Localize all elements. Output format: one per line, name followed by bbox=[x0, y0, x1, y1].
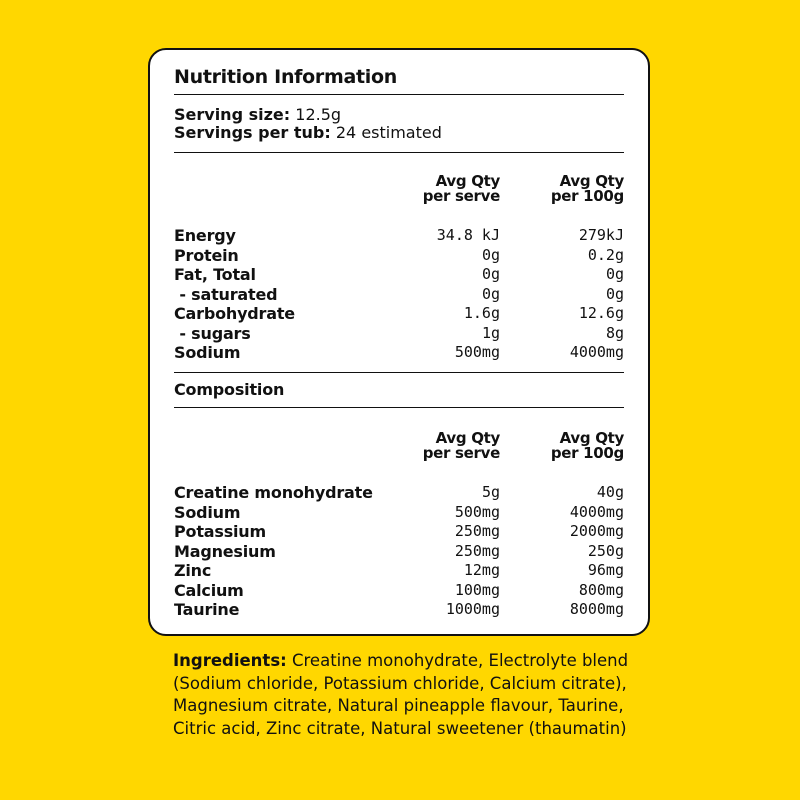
col-head-line: per serve bbox=[422, 444, 500, 462]
table-row bbox=[174, 542, 624, 562]
table-row bbox=[174, 343, 624, 363]
col-head-line: per 100g bbox=[550, 444, 624, 462]
table-row bbox=[174, 304, 624, 324]
servings-per-tub bbox=[174, 124, 442, 142]
nutrition-rows bbox=[174, 226, 624, 363]
nutrition-panel bbox=[148, 48, 650, 636]
row-value-per-100g: 2000mg bbox=[569, 522, 624, 540]
row-label: Carbohydrate bbox=[174, 304, 295, 323]
serving-size bbox=[174, 106, 442, 124]
row-value-per-100g: 96mg bbox=[587, 561, 624, 579]
row-label: Protein bbox=[174, 245, 239, 265]
table-row bbox=[174, 581, 624, 601]
table-row bbox=[174, 561, 624, 581]
col-head-line: Avg Qty bbox=[559, 429, 624, 447]
col-head-per-100g bbox=[494, 431, 624, 461]
col-head-per-100g bbox=[494, 174, 624, 204]
col-head-line: Avg Qty bbox=[559, 172, 624, 190]
row-value-per-100g: 0g bbox=[605, 265, 624, 283]
row-value-per-serve: 34.8 kJ bbox=[436, 226, 500, 244]
row-value-per-serve: 0g bbox=[481, 265, 500, 283]
row-value-per-100g: 0g bbox=[605, 284, 624, 303]
row-value-per-serve: 12mg bbox=[463, 561, 500, 579]
servings-value: 24 estimated bbox=[335, 123, 442, 142]
row-value-per-serve: 5g bbox=[481, 483, 500, 501]
row-label: Sodium bbox=[174, 343, 241, 362]
row-value-per-serve: 250mg bbox=[454, 522, 500, 540]
col-head-line: per 100g bbox=[550, 187, 624, 205]
table-row bbox=[174, 600, 624, 620]
divider bbox=[174, 372, 624, 373]
composition-rows bbox=[174, 483, 624, 620]
row-value-per-serve: 1g bbox=[481, 323, 500, 342]
row-label: Creatine monohydrate bbox=[174, 483, 373, 502]
table-row bbox=[174, 503, 624, 523]
row-label: Fat, Total bbox=[174, 265, 256, 284]
row-label: Taurine bbox=[174, 600, 240, 619]
row-value-per-100g: 4000mg bbox=[569, 343, 624, 361]
row-label: - sugars bbox=[174, 323, 251, 343]
table-row bbox=[174, 324, 624, 344]
row-value-per-serve: 1.6g bbox=[463, 304, 500, 322]
composition-title: Composition bbox=[174, 380, 285, 399]
table-row bbox=[174, 483, 624, 503]
row-value-per-100g: 8000mg bbox=[569, 600, 624, 618]
panel-title: Nutrition Information bbox=[174, 66, 397, 88]
table-row bbox=[174, 522, 624, 542]
col-head-line: per serve bbox=[422, 187, 500, 205]
row-value-per-serve: 100mg bbox=[454, 580, 500, 599]
row-value-per-serve: 500mg bbox=[454, 343, 500, 361]
row-value-per-serve: 500mg bbox=[454, 502, 500, 521]
table-row bbox=[174, 265, 624, 285]
row-value-per-serve: 0g bbox=[481, 245, 500, 264]
row-value-per-serve: 0g bbox=[481, 284, 500, 303]
col-head-per-serve bbox=[370, 174, 500, 204]
row-label: Zinc bbox=[174, 561, 212, 580]
divider bbox=[174, 94, 624, 95]
row-value-per-100g: 4000mg bbox=[569, 502, 624, 521]
row-value-per-100g: 12.6g bbox=[578, 304, 624, 322]
row-label: Calcium bbox=[174, 580, 244, 600]
row-value-per-100g: 800mg bbox=[578, 580, 624, 599]
col-head-line: Avg Qty bbox=[435, 172, 500, 190]
servings-label: Servings per tub: bbox=[174, 123, 331, 142]
col-head-per-serve bbox=[370, 431, 500, 461]
row-label: - saturated bbox=[174, 284, 278, 304]
ingredients-label: Ingredients: bbox=[173, 651, 287, 670]
serving-size-value: 12.5g bbox=[295, 105, 342, 124]
row-label: Magnesium bbox=[174, 541, 276, 561]
row-value-per-100g: 8g bbox=[605, 323, 624, 342]
row-value-per-100g: 0.2g bbox=[587, 245, 624, 264]
divider bbox=[174, 407, 624, 408]
ingredients bbox=[173, 650, 643, 740]
row-value-per-serve: 250mg bbox=[454, 541, 500, 560]
row-label: Potassium bbox=[174, 522, 266, 541]
table-row bbox=[174, 226, 624, 246]
row-value-per-100g: 40g bbox=[596, 483, 624, 501]
row-value-per-100g: 250g bbox=[587, 541, 624, 560]
ingredients-text: Creatine monohydrate, Electrolyte blend (Sodium chloride, Potassium chloride, Calcium citrate), Magnesium citrate, Natural pineapple flavour, Taurine, Citric acid, Zinc citrate, Natural sweetener (thaumatin) bbox=[173, 651, 629, 738]
row-label: Energy bbox=[174, 226, 236, 245]
table-row bbox=[174, 285, 624, 305]
row-label: Sodium bbox=[174, 502, 241, 522]
row-value-per-100g: 279kJ bbox=[578, 226, 624, 244]
table-row bbox=[174, 246, 624, 266]
serving-size-label: Serving size: bbox=[174, 105, 291, 124]
col-head-line: Avg Qty bbox=[435, 429, 500, 447]
row-value-per-serve: 1000mg bbox=[445, 600, 500, 618]
divider bbox=[174, 152, 624, 153]
serving-info bbox=[174, 106, 442, 142]
